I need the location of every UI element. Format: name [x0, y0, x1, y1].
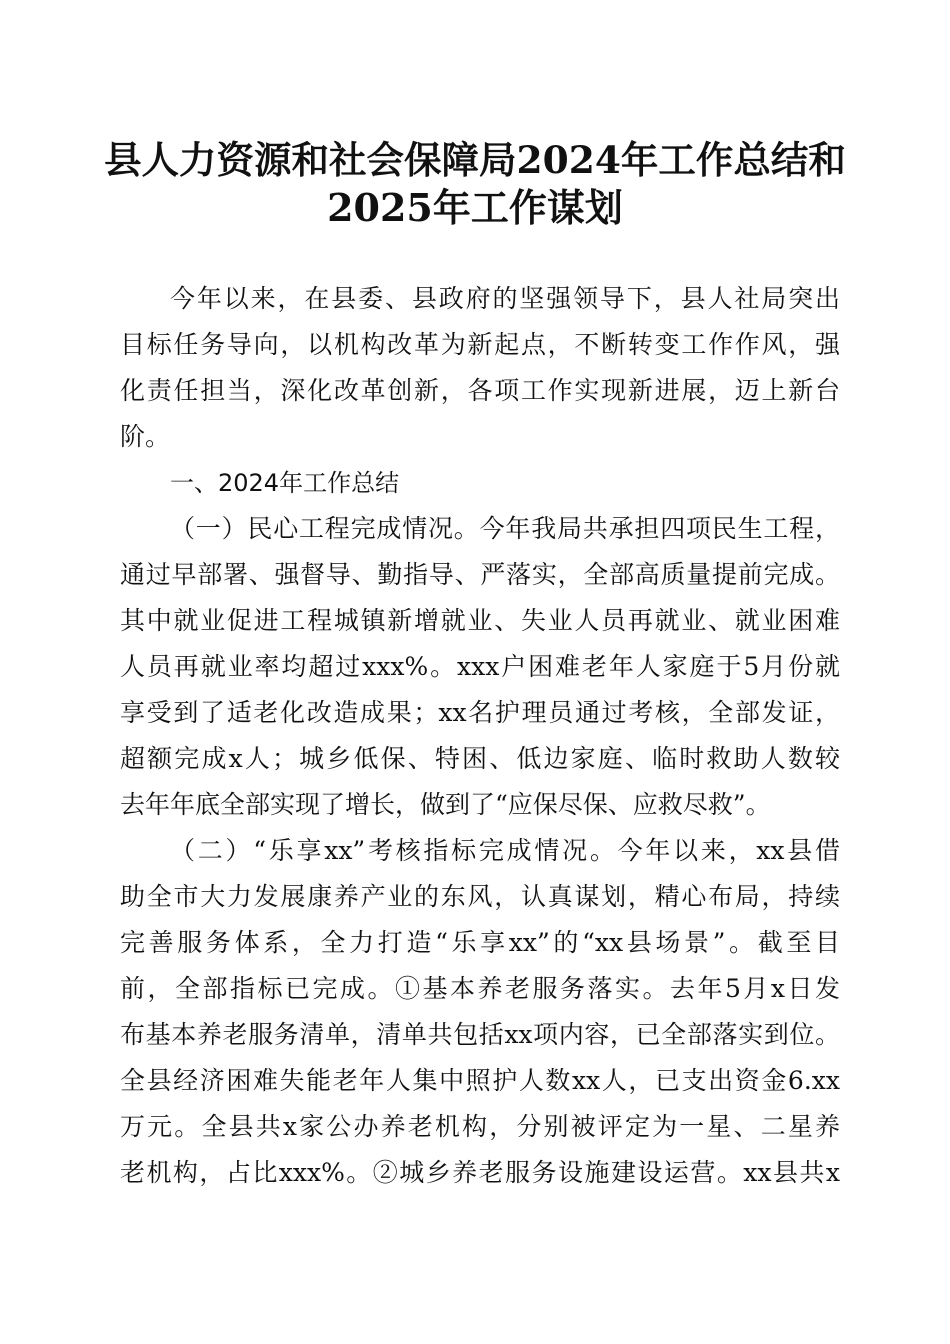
section-heading: 一、2024年工作总结: [170, 469, 400, 497]
paragraph-line: 助全市大力发展康养产业的东风，认真谋划，精心布局，持续: [120, 882, 840, 911]
paragraph-lexiang-indicators: [120, 828, 840, 1196]
paragraph-minsheng-project: [120, 506, 840, 828]
paragraph-line: 其中就业促进工程城镇新增就业、失业人员再就业、就业困难: [120, 606, 840, 635]
paragraph-line: 去年年底全部实现了增长，做到了“应保尽保、应救尽救”。: [120, 790, 771, 819]
paragraph-line: 前，全部指标已完成。①基本养老服务落实。去年5月x日发: [120, 974, 840, 1003]
paragraph-line: 万元。全县共x家公办养老机构，分别被评定为一星、二星养: [120, 1112, 840, 1141]
title-line-2: 2025年工作谋划: [327, 185, 623, 230]
paragraph-line: 阶。: [120, 422, 171, 451]
document-body: [120, 276, 840, 1196]
paragraph-line: 完善服务体系，全力打造“乐享xx”的“xx县场景”。截至目: [120, 928, 840, 957]
paragraph-line: 今年以来，在县委、县政府的坚强领导下，县人社局突出: [170, 284, 840, 313]
paragraph-line: 化责任担当，深化改革创新，各项工作实现新进展，迈上新台: [120, 376, 840, 405]
paragraph-line: 目标任务导向，以机构改革为新起点，不断转变工作作风，强: [120, 330, 840, 359]
paragraph-line: 全县经济困难失能老年人集中照护人数xx人，已支出资金6.xx: [120, 1066, 840, 1095]
title-line-1: 县人力资源和社会保障局2024年工作总结和: [104, 138, 846, 182]
document-title: [100, 136, 850, 232]
paragraph-line: （二）“乐享xx”考核指标完成情况。今年以来，xx县借: [170, 836, 840, 865]
intro-paragraph: [120, 276, 840, 460]
paragraph-line: 人员再就业率均超过xxx%。xxx户困难老年人家庭于5月份就: [120, 652, 840, 681]
paragraph-line: 超额完成x人；城乡低保、特困、低边家庭、临时救助人数较: [120, 744, 840, 773]
paragraph-line: （一）民心工程完成情况。今年我局共承担四项民生工程，: [170, 514, 840, 543]
paragraph-line: 老机构，占比xxx%。②城乡养老服务设施建设运营。xx县共x: [120, 1158, 840, 1187]
paragraph-line: 布基本养老服务清单，清单共包括xx项内容，已全部落实到位。: [120, 1020, 840, 1049]
paragraph-line: 通过早部署、强督导、勤指导、严落实，全部高质量提前完成。: [120, 560, 840, 589]
paragraph-line: 享受到了适老化改造成果；xx名护理员通过考核，全部发证，: [120, 698, 840, 727]
